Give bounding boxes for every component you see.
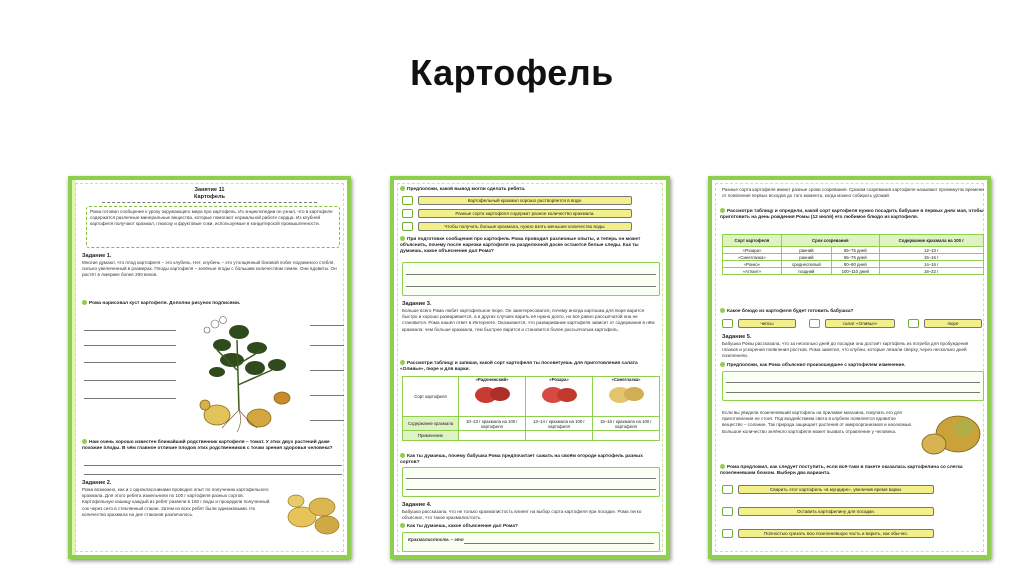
bullet-icon <box>720 464 725 469</box>
cell-variety: «Розара» <box>723 247 782 254</box>
checkbox[interactable] <box>722 319 733 328</box>
answer-line <box>406 478 656 479</box>
cell-variety: «Атлант» <box>723 268 782 275</box>
task1-question-2 <box>82 439 344 452</box>
option-label: Картофельный крахмал хорошо растворяется в воде. <box>418 196 632 205</box>
checkbox[interactable] <box>402 222 413 231</box>
task1-question-2-text: Нам очень хорошо известен ближайший родственник картофеля – томат. У этих двух растений даже похожие плоды. В чём главное отличие плодов этих родственников с точки зрения здоровья человека? <box>82 439 333 451</box>
bullet-icon <box>400 186 405 191</box>
page3-question-choose-text: Рома предложил, как следует поступить, если всё-таки в пакете оказалась картофелина со слегка позеленевшим бочком. Выбери два варианта. <box>720 464 963 476</box>
green-potatoes-illustration <box>918 406 984 462</box>
option-label: чипсы <box>738 319 796 328</box>
page3-question-green-text: Предположи, как Рома объяснил произошедшее с картофелем изменение. <box>727 362 906 368</box>
task2-text: Рома возможно, как и с одноклассниками проводил опыт по получению картофельного крахмала. Для этого ребята измельчили по 100 г картофеля разных сортов. Картофельную кашицу каждый из ребят развели в 150 г воды и процедили полученный сок через сито в стеклянный стакан. Затем из всех ребят были одинаковыми. Но количество крахмала на дне стаканов различалось. <box>82 487 270 517</box>
task3-text: Больше всего Рома любит картофельное пюре. Он заинтересовался, почему иногда картошка для пюре варится быстро и хорошо разваривается, а в других случаях варить её нужно долго, но всё равно рассыпчатой она не становится. Рома нашёл ответ в Интернете. Оказывается, что разваривание картофеля зависит от содержания в нём крахмала: чем больше крахмала, тем быстрее варится и становится более рассыпчатым картофель. <box>402 308 655 332</box>
col-label: «Радонежский» <box>475 377 509 382</box>
checkbox[interactable] <box>722 507 733 516</box>
potatoes-illustration <box>282 485 347 540</box>
col-label: «Розара» <box>549 377 569 382</box>
page3-question-green <box>720 362 986 369</box>
page2-question-varieties <box>400 453 662 466</box>
page2-question-white-marks <box>400 236 662 255</box>
checkbox[interactable] <box>402 209 413 218</box>
th-starch: Содержание крахмала на 100 г <box>879 235 983 247</box>
row-head-starch: Содержание крахмала <box>403 417 459 431</box>
cell-starch: 16–22 г <box>879 268 983 275</box>
task1-title: Задание 1. <box>82 253 112 259</box>
page3-question-choose <box>720 464 986 477</box>
answer-line[interactable] <box>84 465 342 466</box>
th-maturation: Срок созревания <box>781 235 879 247</box>
action-option-1[interactable] <box>722 485 934 494</box>
cell-days: 65–75 дней <box>831 254 879 261</box>
label-line <box>84 345 176 346</box>
bullet-icon <box>720 208 725 213</box>
page2-question-conclusion <box>400 186 662 193</box>
label-line <box>310 345 344 346</box>
cell-starch: 15–16 г <box>879 254 983 261</box>
table-row <box>723 261 984 268</box>
task2-title: Задание 2. <box>82 480 112 486</box>
cell-days: 65–75 дней <box>831 247 879 254</box>
workbook-page-1 <box>68 176 351 559</box>
yellow-potato-icon <box>606 382 646 406</box>
tubers <box>200 392 290 427</box>
slide-title: Картофель <box>410 52 614 93</box>
answer-box[interactable] <box>402 262 660 296</box>
table-row <box>723 254 984 261</box>
answer-box[interactable] <box>402 467 660 497</box>
task3-title: Задание 3. <box>402 301 432 307</box>
workbook-page-3 <box>708 176 991 559</box>
label-line <box>84 362 176 363</box>
use-cell[interactable] <box>459 431 526 441</box>
lesson-topic: Картофель <box>194 194 225 200</box>
page3-question-table <box>720 208 986 221</box>
task1-text: Многие думают, что плод картофеля – это клубень. Нет, клубень – это утолщённый боковой побег подземного стебля, сильно увеличенный в размерах. Плоды картофеля – зелёные ягоды с большим количеством семян. Они ядовиты. Он растёт в Америке более 200 веков. <box>82 260 337 278</box>
conclusion-option-1[interactable] <box>402 196 632 205</box>
bullet-icon <box>400 236 405 241</box>
task4-title: Задание 4. <box>402 502 432 508</box>
page2-question-white-marks-text: При подготовке сообщения про картофель Рома проводил различные опыты, и теперь он может объяснить, почему после нарезки картофеля на разделочной доске остаются белые следы. Как ты думаешь, какое объяснение дал Рома? <box>400 236 641 254</box>
label-line <box>84 330 176 331</box>
page3-question-table-text: Рассмотри таблицу и определи, какой сорт картофеля нужно посадить бабушке в первых днях мая, чтобы приготовить на день рождения Ромы (12 июля) его любимое блюдо из картофеля. <box>720 208 984 220</box>
checkbox[interactable] <box>722 529 733 538</box>
task5-text: Бабушка Ромы рассказала, что за несколько дней до посадки она достаёт картофель из погреба для пробуждения глазков и ускорения появления ростков. Рома заметил, что клубни, которые лежали сверху, через несколько дней позеленели. <box>722 341 969 359</box>
option-label: пюре <box>924 319 982 328</box>
bullet-icon <box>400 360 405 365</box>
action-option-3[interactable] <box>722 529 934 538</box>
answer-line <box>406 489 656 490</box>
page3-question-dish <box>720 308 986 315</box>
checkbox[interactable] <box>722 485 733 494</box>
bullet-icon <box>720 362 725 367</box>
row-head-variety: Сорт картофеля <box>403 377 459 417</box>
starch-radonezhsky: 10–13 г крахмала на 100 г картофеля <box>459 417 526 431</box>
bullet-icon <box>400 453 405 458</box>
cell-variety: «Ронко» <box>723 261 782 268</box>
table-row <box>723 268 984 275</box>
table-row <box>723 247 984 254</box>
checkbox[interactable] <box>402 196 413 205</box>
page3-question-dish-text: Какое блюдо из картофеля будет готовить бабушка? <box>727 308 854 314</box>
page2-question-varieties-text: Как ты думаешь, почему бабушка Рома предпочитает сажать на своём огороде картофель разных сортов? <box>400 453 643 465</box>
label-line <box>84 380 176 381</box>
col-radonezhsky <box>459 377 526 417</box>
cell-type: ранний <box>781 247 831 254</box>
page2-question-conclusion-text: Предположи, какой вывод могли сделать ребята. <box>407 186 526 192</box>
cell-type: среднеспелый <box>781 261 831 268</box>
answer-box[interactable] <box>722 371 984 401</box>
dish-option-puree[interactable] <box>908 319 982 328</box>
lesson-number: Занятие 11 <box>194 187 225 193</box>
cell-days: 80–90 дней <box>831 261 879 268</box>
answer-line <box>406 274 656 275</box>
option-label: Полностью срезать всю позеленевшую часть и варить, как обычно. <box>738 529 934 538</box>
label-line <box>310 325 344 326</box>
answer-line <box>726 392 980 393</box>
checkbox[interactable] <box>809 319 820 328</box>
leaves <box>209 325 286 377</box>
title-ornament <box>102 202 317 203</box>
red-potato-icon <box>472 382 512 406</box>
cell-starch: 14–16 г <box>879 261 983 268</box>
conclusion-option-3[interactable] <box>402 222 632 231</box>
starch-sineglazka: 15–16 г крахмала на 100 г картофеля <box>593 417 660 431</box>
task4-question <box>400 523 662 530</box>
flowers <box>204 317 227 334</box>
answer-line <box>464 543 654 544</box>
option-label: салат «Оливье» <box>825 319 895 328</box>
task3-question <box>400 360 662 373</box>
action-option-2[interactable] <box>722 507 934 516</box>
col-rozara <box>526 377 593 417</box>
cell-variety: «Синеглазка» <box>723 254 782 261</box>
task4-text: Бабушка рассказала, что не только крахмалистость влияет на выбор сорта картофеля при посадке. Рома легко объяснил, что такое крахмалистость. <box>402 509 642 521</box>
checkbox[interactable] <box>908 319 919 328</box>
dish-option-olivier[interactable] <box>809 319 895 328</box>
dish-option-chips[interactable] <box>722 319 796 328</box>
col-label: «Синеглазка» <box>611 377 641 382</box>
option-label: Разные сорта картофеля содержат разное количество крахмала. <box>418 209 632 218</box>
task3-question-text: Рассмотри таблицу и запиши, какой сорт картофеля ты посоветуешь для приготовления салата «Оливье», пюре и для варки. <box>400 360 638 372</box>
potato-starch-table <box>402 376 660 441</box>
task4-question-text: Как ты думаешь, какое объяснение дал Рома? <box>407 523 518 529</box>
use-cell[interactable] <box>593 431 660 441</box>
potato-plant-illustration <box>177 310 307 435</box>
option-label: Чтобы получить больше крахмала, нужно взять меньшее количество воды. <box>418 222 632 231</box>
row-head-use: Применение <box>403 431 459 441</box>
label-line <box>310 370 344 371</box>
cell-days: 100–110 дней <box>831 268 879 275</box>
task1-question-text: Рома нарисовал куст картофеля. Дополни рисунок подписями. <box>89 300 241 306</box>
bullet-icon <box>720 308 725 313</box>
answer-line <box>726 382 980 383</box>
label-line <box>310 420 344 421</box>
solanine-text: Если вы увидели позеленевший картофель на прилавке магазина, покупать его для приготовления не стоит. Под воздействием света в клубнях появляется ядовитое вещество – соланин. Так природа защищает растения от микроорганизмов и насекомых. Большое количество зелёного картофеля может вызвать отравление у человека. <box>722 410 913 434</box>
option-label: Сварить этот картофель «в мундире», увеличив время варки. <box>738 485 934 494</box>
conclusion-option-2[interactable] <box>402 209 632 218</box>
cell-starch: 12–13 г <box>879 247 983 254</box>
cell-type: ранний <box>781 254 831 261</box>
maturation-table <box>722 234 984 275</box>
task1-question <box>82 300 344 307</box>
starch-rozara: 13–14 г крахмала на 100 г картофеля <box>526 417 593 431</box>
th-variety: Сорт картофеля <box>723 235 782 247</box>
label-line <box>84 398 176 399</box>
cell-type: поздний <box>781 268 831 275</box>
bullet-icon <box>82 439 87 444</box>
starchiness-prompt: Крахмалистость – это <box>408 537 464 542</box>
use-cell[interactable] <box>526 431 593 441</box>
workbook-page-2 <box>390 176 670 559</box>
bullet-icon <box>82 300 87 305</box>
answer-line <box>406 286 656 287</box>
task5-title: Задание 5. <box>722 334 752 340</box>
answer-line[interactable] <box>84 474 342 475</box>
bullet-icon <box>400 523 405 528</box>
col-sineglazka <box>593 377 660 417</box>
maturation-intro: Разные сорта картофеля имеют разные сроки созревания. Сроком созревания картофеля называют промежуток времени от появления первых всходов до того момента, когда можно собирать урожай. <box>722 187 984 199</box>
label-line <box>310 395 344 396</box>
option-label: Оставить картофелину для посадки. <box>738 507 934 516</box>
intro-text: Рома готовил сообщение к уроку окружающего мира про картофель. Из энциклопедии он узнал, что в картофеле содержатся различные минеральные вещества, которые помогают нормальной работе сердца. Из клубней картофеля получают крахмал, глюкозу и фруктовые соки, используемые в кондитерской промышленности. <box>90 209 333 227</box>
pink-potato-icon <box>539 382 579 406</box>
